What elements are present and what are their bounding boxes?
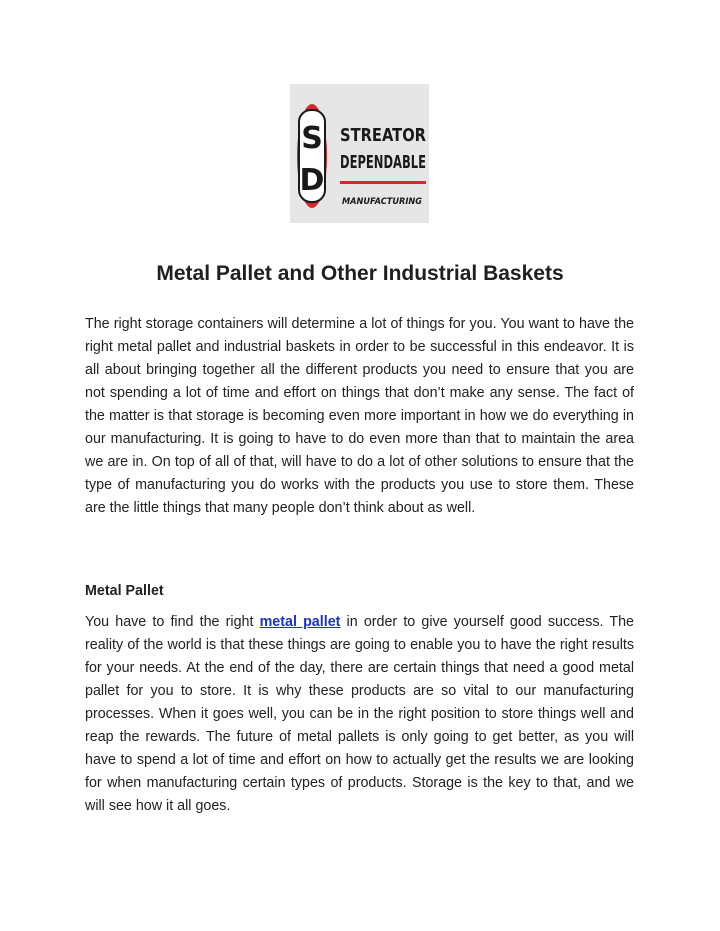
logo-line-streator: STREATOR xyxy=(340,125,427,146)
metal-pallet-link[interactable]: metal pallet xyxy=(259,614,341,630)
intro-paragraph: The right storage containers will determine a lot of things for you. You want to have the right metal pallet and industrial baskets in order to be successful in this endeavor. It is all about bringing together all the different products you need to ensure that you are not spending a lot of time and effort on things that don’t make any sense. The fact of the matter is that storage is becoming even more important in how we do everything in our manufacturing. It is going to have to do even more than that to maintain the area we are in. On top of all of that, will have to do a lot of other solutions to ensure that the type of manufacturing you do works with the products you use to store them. These are the little things that many people don’t think about as well. xyxy=(85,316,634,516)
logo-line-dependable: DEPENDABLE xyxy=(340,152,426,173)
section-heading: Metal Pallet xyxy=(85,583,164,599)
logo-initial-s: S xyxy=(301,121,323,156)
logo-graphic xyxy=(290,84,429,223)
company-logo xyxy=(290,84,429,223)
paragraph-text-before-link: You have to find the right xyxy=(85,614,260,630)
paragraph-text-after-link: in order to give yourself good success. The reality of the world is that these things are going to enable you to have the right results for your needs. At the end of the day, there are certain things that need a good metal pallet for you to store. It is why these products are so vital to our manufacturing processes. When it goes well, you can be in the right position to store things well and reap the rewards. The future of metal pallets is only going to get better, as you will have to spend a lot of time and effort on how to actually get the results we are looking for when manufacturing certain types of products. Storage is the key to that, and we will see how it all goes. xyxy=(85,614,634,814)
logo-line-manufacturing: MANUFACTURING xyxy=(342,197,422,207)
logo-red-bar xyxy=(340,181,426,184)
document-title: Metal Pallet and Other Industrial Baskets xyxy=(156,262,564,285)
logo-initial-d: D xyxy=(299,163,325,198)
section-paragraph xyxy=(85,611,634,818)
